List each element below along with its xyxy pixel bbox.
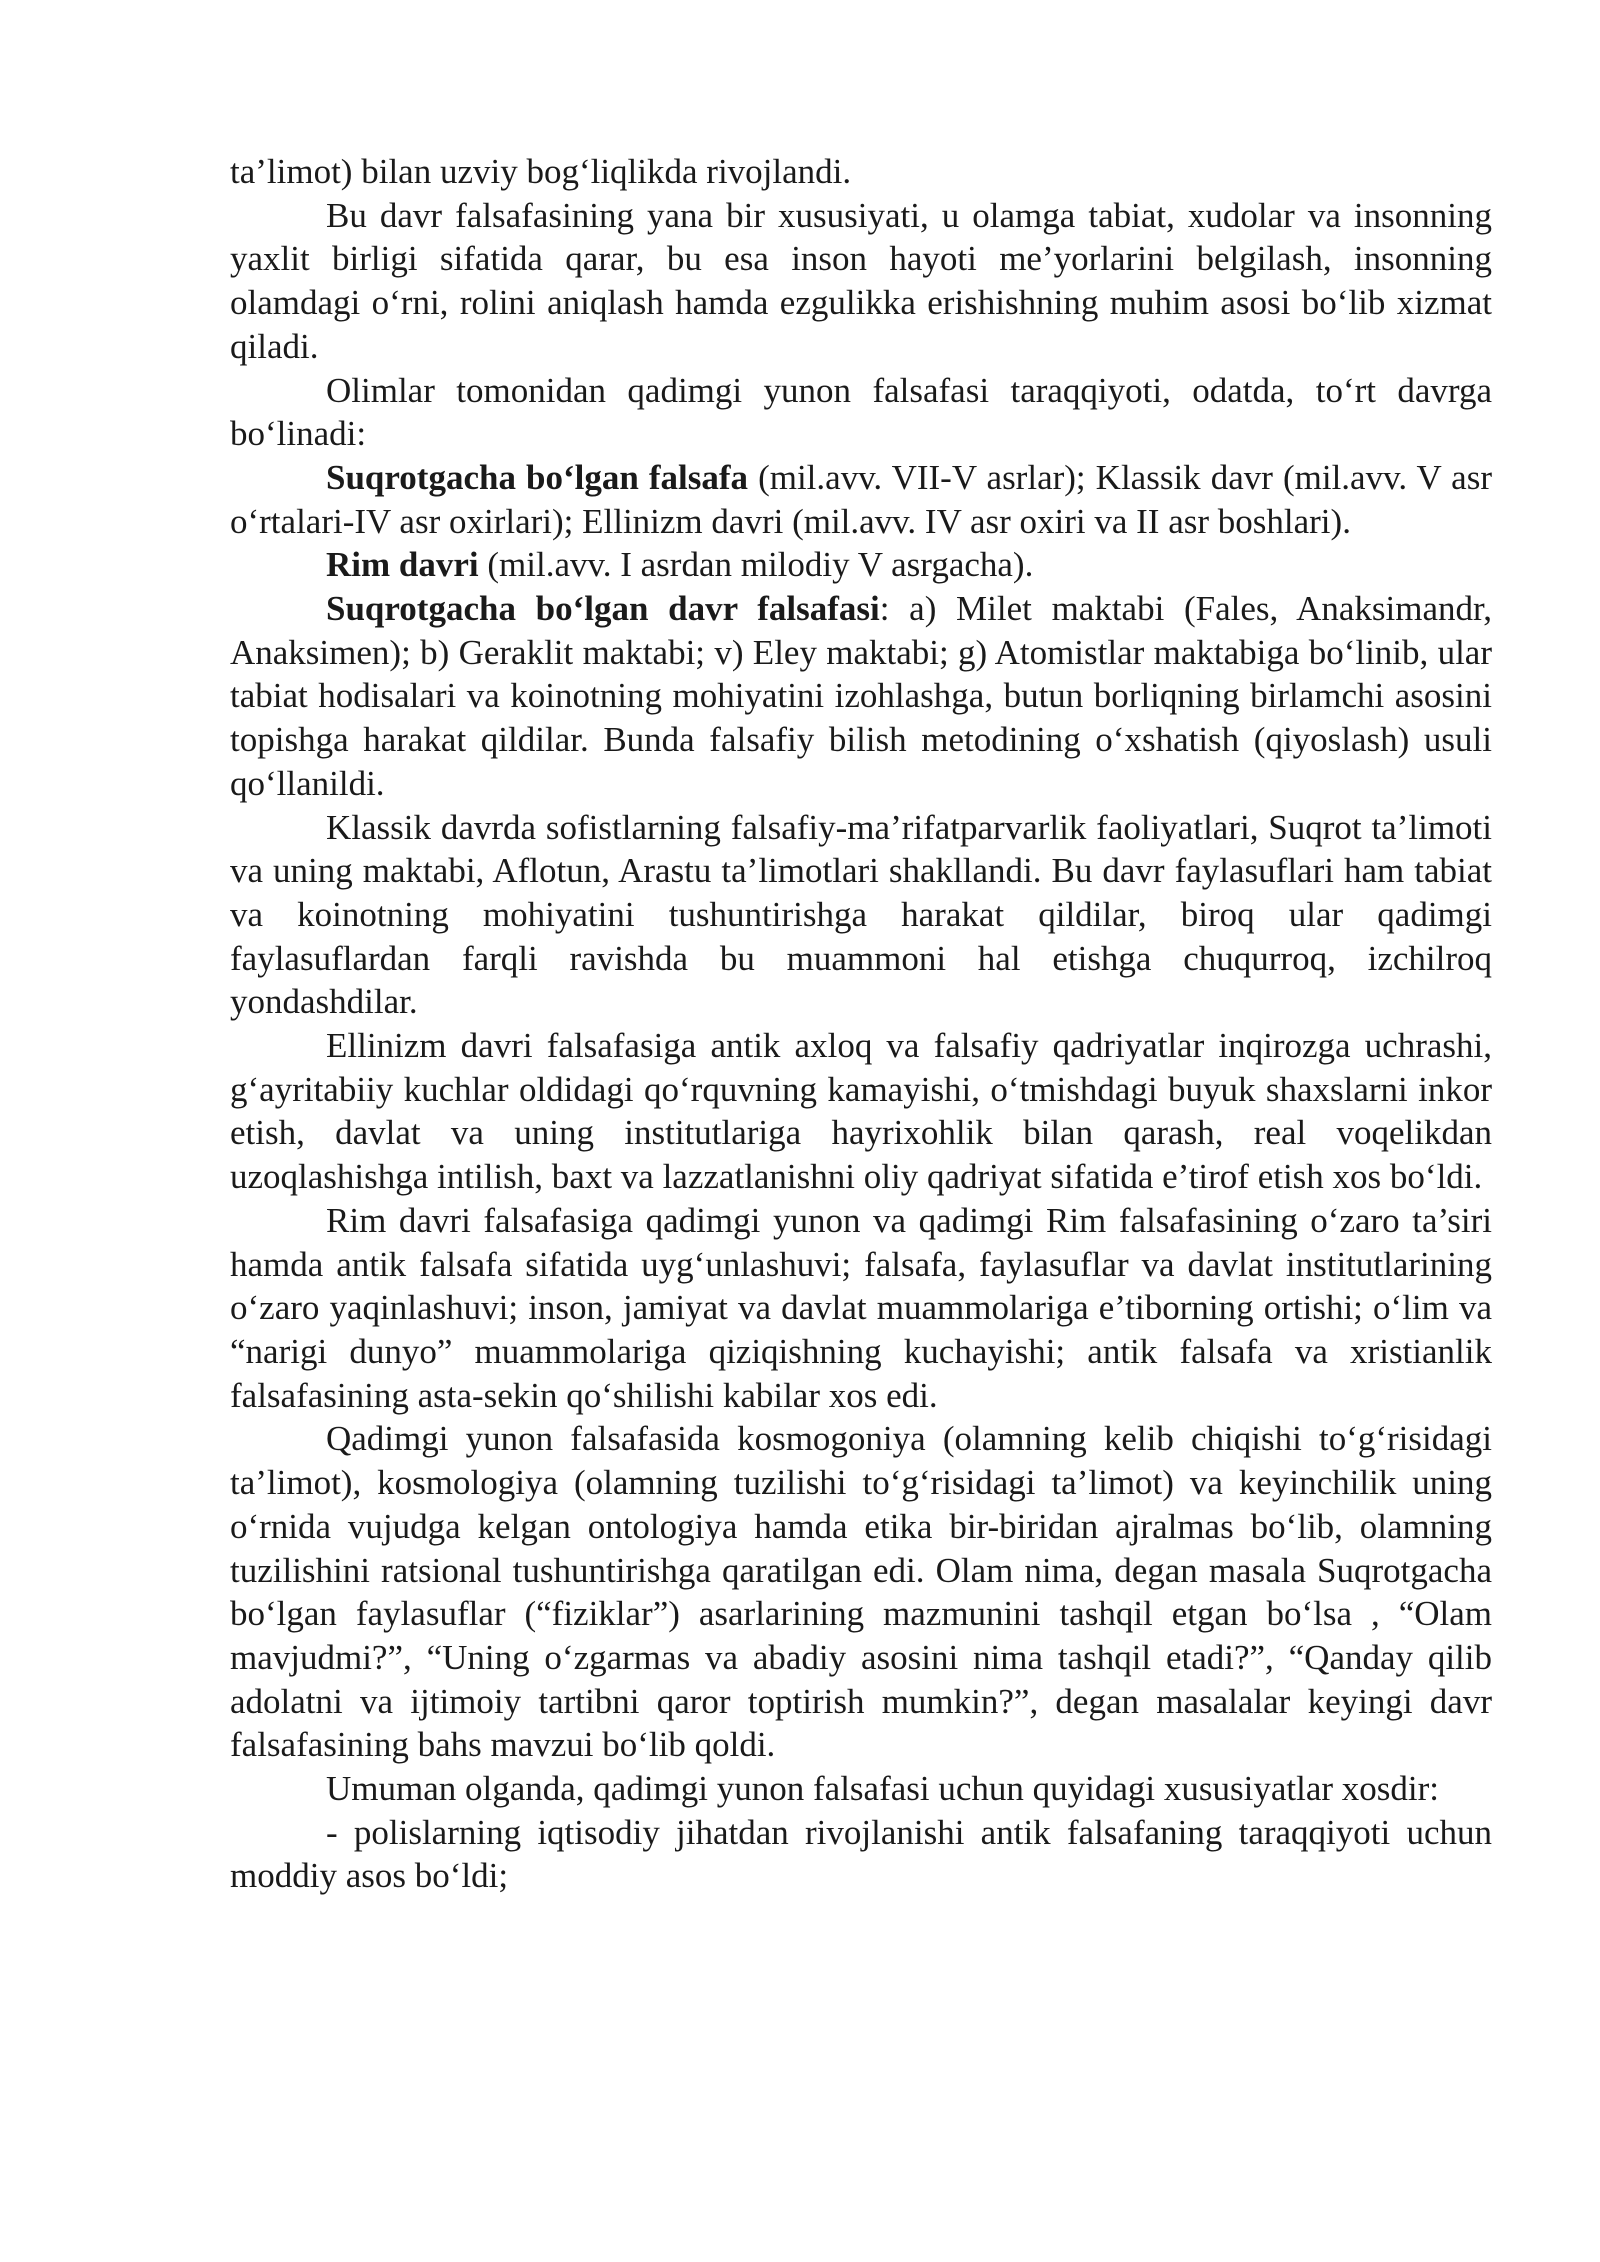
paragraph-continuation: ta’limot) bilan uzviy bog‘liqlikda rivojlandi. <box>230 152 852 191</box>
paragraph-cosmogony: Qadimgi yunon falsafasida kosmogoniya (olamning kelib chiqishi to‘g‘risidagi ta’limot), kosmologiya (olamning tuzilishi to‘g‘risidagi ta’limot) va keyinchilik uning o‘rnida vujudga kelgan ontologiya hamda etika bir-biridan ajralmas bo‘lib, olamning tuzilishini ratsional tushuntirishga qaratilgan edi. Olam nima, degan masala Suqrotgacha bo‘lgan faylasuflar (“fiziklar”) asarlarining mazmunini tashqil etgan bo‘lsa , “Olam mavjudmi?”, “Uning o‘zgarmas va abadiy asosini nima tashqil etadi?”, “Qanday qilib adolatni va ijtimoiy tartibni qaror toptirish mumkin?”, degan masalalar keyingi davr falsafasining bahs mavzui bo‘lib qoldi. <box>230 1419 1492 1765</box>
paragraph-rome-period <box>230 543 1492 587</box>
paragraph-classical-period: Klassik davrda sofistlarning falsafiy-ma’rifatparvarlik faoliyatlari, Suqrot ta’limoti va uning maktabi, Aflotun, Arastu ta’limotlari shakllandi. Bu davr faylasuflari ham tabiat va koinotning mohiyatini tushuntirishga harakat qildilar, biroq ular qadimgi faylasuflardan farqli ravishda bu muammoni hal etishga chuqurroq, izchilroq yondashdilar. <box>230 807 1492 1022</box>
rome-period-text: (mil.avv. I asrdan milodiy V asrgacha). <box>478 545 1034 585</box>
list-item-polis-economy: - polislarning iqtisodiy jihatdan rivojlanishi antik falsafaning taraqqiyoti uchun moddiy asos bo‘ldi; <box>230 1812 1492 1896</box>
paragraph-hellenism-period: Ellinizm davri falsafasiga antik axloq va falsafiy qadriyatlar inqirozga uchrashi, g‘ayritabiiy kuchlar oldidagi qo‘rquvning kamayishi, o‘tmishdagi buyuk shaxslarni inkor etish, davlat va uning institutlariga hayrixohlik bilan qarash, real voqelikdan uzoqlashishga intilish, baxt va lazzatlanishni oliy qadriyat sifatida e’tirof etish xos bo‘ldi. <box>230 1026 1492 1197</box>
paragraph-four-periods-intro: Olimlar tomonidan qadimgi yunon falsafasi taraqqiyoti, odatda, to‘rt davrga bo‘linadi: <box>230 370 1492 454</box>
term-presocratic-philosophy: Suqrotgacha bo‘lgan falsafa <box>326 457 749 497</box>
term-rome-period: Rim davri <box>326 545 479 585</box>
term-presocratic-period-philosophy: Suqrotgacha bo‘lgan davr falsafasi <box>326 589 880 629</box>
paragraph-periods-list <box>230 456 1492 543</box>
document-page <box>230 150 1492 1898</box>
paragraph-presocratic-schools <box>230 587 1492 806</box>
presocratic-schools-text: : a) Milet maktabi (Fales, Anaksimandr, Anaksimen); b) Geraklit maktabi; v) Eley maktabi; g) Atomistlar maktabiga bo‘linib, ular tabiat hodisalari va koinotning mohiyatini izohlashga, butun borliqning birlamchi asosini topishga harakat qildilar. Bunda falsafiy bilish metodining o‘xshatish (qiyoslash) usuli qo‘llanildi. <box>230 589 1492 803</box>
periods-list-text: (mil.avv. VII-V asrlar); Klassik davr (mil.avv. V asr o‘rtalari-IV asr oxirlari); Ellinizm davri (mil.avv. IV asr oxiri va II asr boshlari). <box>230 457 1492 541</box>
paragraph-rome-period-features: Rim davri falsafasiga qadimgi yunon va qadimgi Rim falsafasining o‘zaro ta’siri hamda antik falsafa sifatida uyg‘unlashuvi; falsafa, faylasuflar va davlat institutlarining o‘zaro yaqinlashuvi; inson, jamiyat va davlat muammolariga e’tiborning ortishi; o‘lim va “narigi dunyo” muammolariga qiziqishning kuchayishi; antik falsafa va xristianlik falsafasining asta-sekin qo‘shilishi kabilar xos edi. <box>230 1200 1492 1415</box>
paragraph-general-features-intro: Umuman olganda, qadimgi yunon falsafasi uchun quyidagi xususiyatlar xosdir: <box>326 1769 1439 1809</box>
paragraph-period-features: Bu davr falsafasining yana bir xususiyati, u olamga tabiat, xudolar va insonning yaxlit birligi sifatida qarar, bu esa inson hayoti me’yorlarini belgilash, insonning olamdagi o‘rni, rolini aniqlash hamda ezgulikka erishishning muhim asosi bo‘lib xizmat qiladi. <box>230 195 1492 366</box>
